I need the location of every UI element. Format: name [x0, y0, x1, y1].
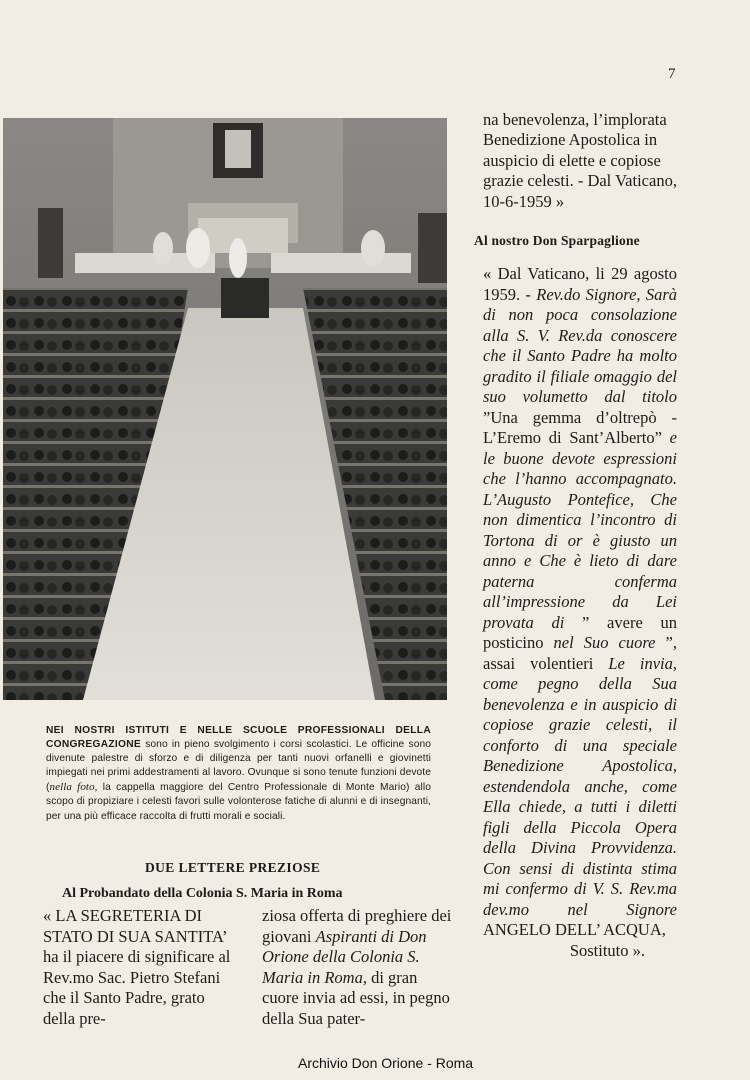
archive-footer: Archivio Don Orione - Roma	[298, 1055, 474, 1071]
caption-italic: nella foto,	[49, 781, 98, 794]
letter2-italic-2: e le buone devote espressioni che l’hanno accompagnato. L’Augusto Pontefice, Che non dimentica l’incontro di Tortona di or è giusto un anno e Che è lieto di dare paterna conferma all’impressione da Lei provata di	[483, 428, 677, 632]
letter2-heading: Al nostro Don Sparpaglione	[474, 233, 640, 248]
chapel-photo-image	[3, 118, 447, 700]
letter2-text-3: ” avere un posticino	[483, 612, 677, 652]
letter2-text-1: « Dal Vaticano, li 29 agosto 1959. -	[483, 264, 677, 304]
letter2-text-2: ”Una gemma d’oltrepò - L’Eremo di Sant’Alberto”	[483, 407, 677, 447]
letter1-colb-text-1: ziosa offerta di preghiere dei giovani	[262, 906, 452, 946]
letter1-column-a: « LA SEGRETERIA DI STATO DI SUA SANTITA’ ha il piacere di significare al Rev.mo Sac. Pietro Stefani che il Santo Padre, grato della pre-	[43, 906, 231, 1028]
letter2-signer: ANGELO DELL’ ACQUA,	[483, 920, 666, 939]
letter1-column-c: na benevolenza, l’implorata Benedizione Apostolica in auspicio di elette e copiose grazie celesti. - Dal Vaticano, 10-6-1959 »	[483, 110, 677, 211]
letter2-sostituto: Sostituto ».	[569, 940, 645, 960]
caption-lead: NEI NOSTRI ISTITUTI E NELLE SCUOLE PROFESSIONALI DELLA CONGREGAZIONE	[46, 725, 431, 751]
letter1-column-b	[262, 906, 457, 1029]
letter2-italic-4: Le invia, come pegno della Sua benevolenza e in auspicio di copiose grazie celesti, il conforto di una speciale Benedizione Apostolica, estendendola anche, come Ella chiede, a tutti i diletti figli della Piccola Opera della Divina Provvidenza. Con sensi di distinta stima mi confermo di V. S. Rev.ma dev.mo nel Signore	[483, 653, 677, 919]
letter2-body	[483, 264, 677, 961]
letter2-italic-1: Rev.do Signore, Sarà di non poca consolazione alla S. V. Rev.da conoscere che il Santo Padre ha molto gradito il filiale omaggio del suo volumetto dal titolo	[483, 284, 678, 406]
caption-text-1: sono in pieno svolgimento i corsi scolastici. Le officine sono divenute palestre di sforzo e di diligenza per tanti nuovi orfanelli e giovinetti impiegati nei primi addestramenti al lavoro. Ovunque si sono tenute funzioni devote (	[46, 739, 431, 794]
letter2-italic-3: nel Suo cuore	[553, 633, 656, 652]
photo-caption	[46, 724, 431, 824]
letter1-heading: Al Probandato della Colonia S. Maria in Roma	[62, 886, 343, 901]
letter2-text-4: ”, assai volentieri	[483, 633, 677, 673]
caption-text-2: la cappella maggiore del Centro Professionale di Monte Mario) allo scopo di propiziare i celesti favori sulle volonterose fatiche di alunni e di insegnanti, per una più efficace raccolta di frutti morali e sociali.	[46, 782, 431, 822]
letter1-colb-italic: Aspiranti di Don Orione della Colonia S. Maria in Roma,	[262, 926, 427, 987]
page-number: 7	[668, 66, 676, 82]
chapel-photo	[3, 118, 447, 700]
letter1-colb-text-2: di gran cuore invia ad essi, in pegno della Sua pater-	[262, 967, 450, 1028]
section-title: DUE LETTERE PREZIOSE	[145, 860, 321, 875]
